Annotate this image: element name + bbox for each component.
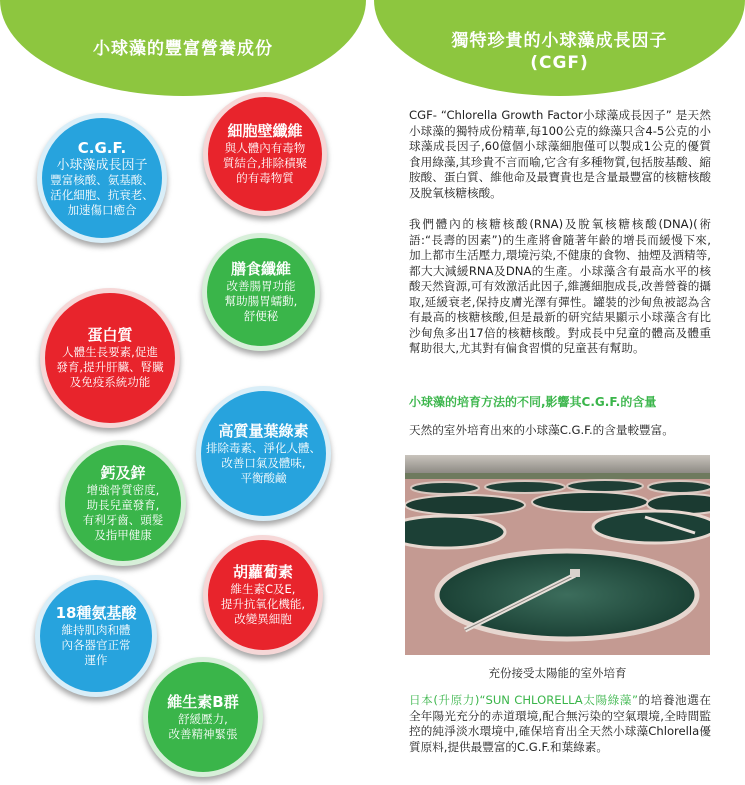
left-header-banner [0,0,366,96]
sun-chlorella-brand: 日本(升原力)“SUN CHLORELLA太陽綠藻” [409,693,638,707]
outdoor-cultivation-pond-photo [405,455,710,655]
circle-line: 助長兒童發育, [86,497,160,512]
circle-carotene [203,535,323,655]
circle-line: 質結合,排除積聚 [222,156,308,170]
circle-title: 鈣及鋅 [100,463,146,482]
circle-line: 排除毒素、淨化人體、 [206,440,321,455]
circle-vitamin-b [143,657,263,777]
circle-title: C.G.F. [77,138,127,157]
circle-line: 與人體內有毒物 [224,141,306,155]
right-header-banner [374,0,745,96]
circle-line: 及免疫系統功能 [69,375,151,389]
circle-line: 提升抗氧化機能, [220,597,306,611]
circle-title: 維生素B群 [167,692,239,711]
circle-title: 蛋白質 [87,326,133,344]
circle-chlorophyll [196,386,331,521]
circle-title: 胡蘿蔔素 [232,563,293,581]
circle-line: 舒便秘 [243,309,279,323]
circle-cell-wall-fiber [203,92,327,216]
circle-line: 維生素C及E, [230,582,296,596]
right-header-title-line1: 獨特珍貴的小球藻成長因子 [451,31,668,51]
circle-line: 運作 [84,653,108,667]
circle-line: 改變異細胞 [234,612,292,626]
circle-title: 18種氨基酸 [55,604,137,622]
cultivation-heading: 小球藻的培育方法的不同,影響其C.G.F.的含量 [409,395,657,409]
circle-line: 改善腸胃功能 [226,279,296,293]
circle-line: 發育,提升肝臟、腎臟 [56,360,164,374]
circle-line: 平衡酸鹼 [240,470,287,485]
circle-line: 改善精神緊張 [168,726,238,741]
sun-chlorella-text: 的培養池選在全年陽光充分的赤道環境,配合無污染的空氣環境,全時間監控的純淨淡水環境中,確保培育出全天然小球藻Chlorella優質原料,提供最豐富的C.G.F.和葉綠素。 [409,693,711,754]
circle-line: 豐富核酸、氨基酸、 [50,172,154,187]
circle-line: 小球藻成長因子 [56,157,148,173]
rna-dna-paragraph: 我們體內的核糖核酸(RNA)及脫氧核糖核酸(DNA)(術語:“長壽的因素”)的生產將會隨著年齡的增長而緩慢下來,加上都市生活壓力,環境污染,不健康的食物、抽煙及酒精等,都大大減緩RNA及DNA的生產。小球藻含有最高水平的核酸天然資源,可有效激活此因子,維護細胞成長,改善營養的攝取,延緩衰老,保持皮膚光澤有彈性。罐裝的沙甸魚被認為含有最高的核糖核酸,但是最新的研究結果顯示小球藻含有比沙甸魚多出17倍的核糖核酸。對成長中兒童的體高及體重幫助很大,尤其對有偏食習慣的兒童甚有幫助。 [409,217,711,355]
circle-title: 膳食纖維 [230,260,291,278]
circle-title: 高質量葉綠素 [218,421,309,440]
outdoor-cultivation-text: 天然的室外培育出來的小球藻C.G.F.的含量較豐富。 [409,423,674,437]
right-header-title [374,0,745,74]
circle-dietary-fiber [202,233,320,351]
circle-calcium-zinc [60,440,186,566]
circle-line: 幫助腸胃蠕動, [224,294,298,308]
circle-line: 舒緩壓力, [178,711,228,726]
circle-title: 細胞壁纖維 [227,122,303,140]
photo-caption: 充份接受太陽能的室外培育 [488,666,627,680]
circle-cgf [37,113,167,243]
circle-line: 增強骨質密度, [86,482,160,497]
left-header-title: 小球藻的豐富營養成份 [93,39,273,59]
circle-line: 人體生長要素,促進 [62,345,158,359]
circle-line: 內各器官正常 [61,638,131,652]
circle-line: 的有毒物質 [236,171,294,185]
circle-line: 改善口氣及體味, [221,455,306,470]
circle-line: 加速傷口癒合 [67,202,137,217]
sun-chlorella-paragraph [409,693,711,755]
right-header-title-line2: (CGF) [530,53,589,73]
circle-line: 及指甲健康 [94,527,152,542]
pond-illustration [405,455,710,655]
circle-protein [40,288,180,428]
circle-line: 維持肌肉和體 [61,623,131,637]
circle-amino-acids [35,575,157,697]
circle-line: 活化細胞、抗衰老、 [50,187,154,202]
cgf-intro-paragraph: CGF- “Chlorella Growth Factor小球藻成長因子” 是天然小球藻的獨特成份精華,每100公克的綠藻只含4-5公克的小球藻成長因子,60億個小球藻細胞僅可以製成1公克的優質食用綠藻,其珍貴不言而喻,它含有多種物質,包括胺基酸、縮胺酸、蛋白質、維他命及最寶貴也是含量最豐富的核糖核酸及脫氧核糖核酸。 [409,108,711,200]
circle-line: 有利牙齒、頭髮 [82,512,164,527]
